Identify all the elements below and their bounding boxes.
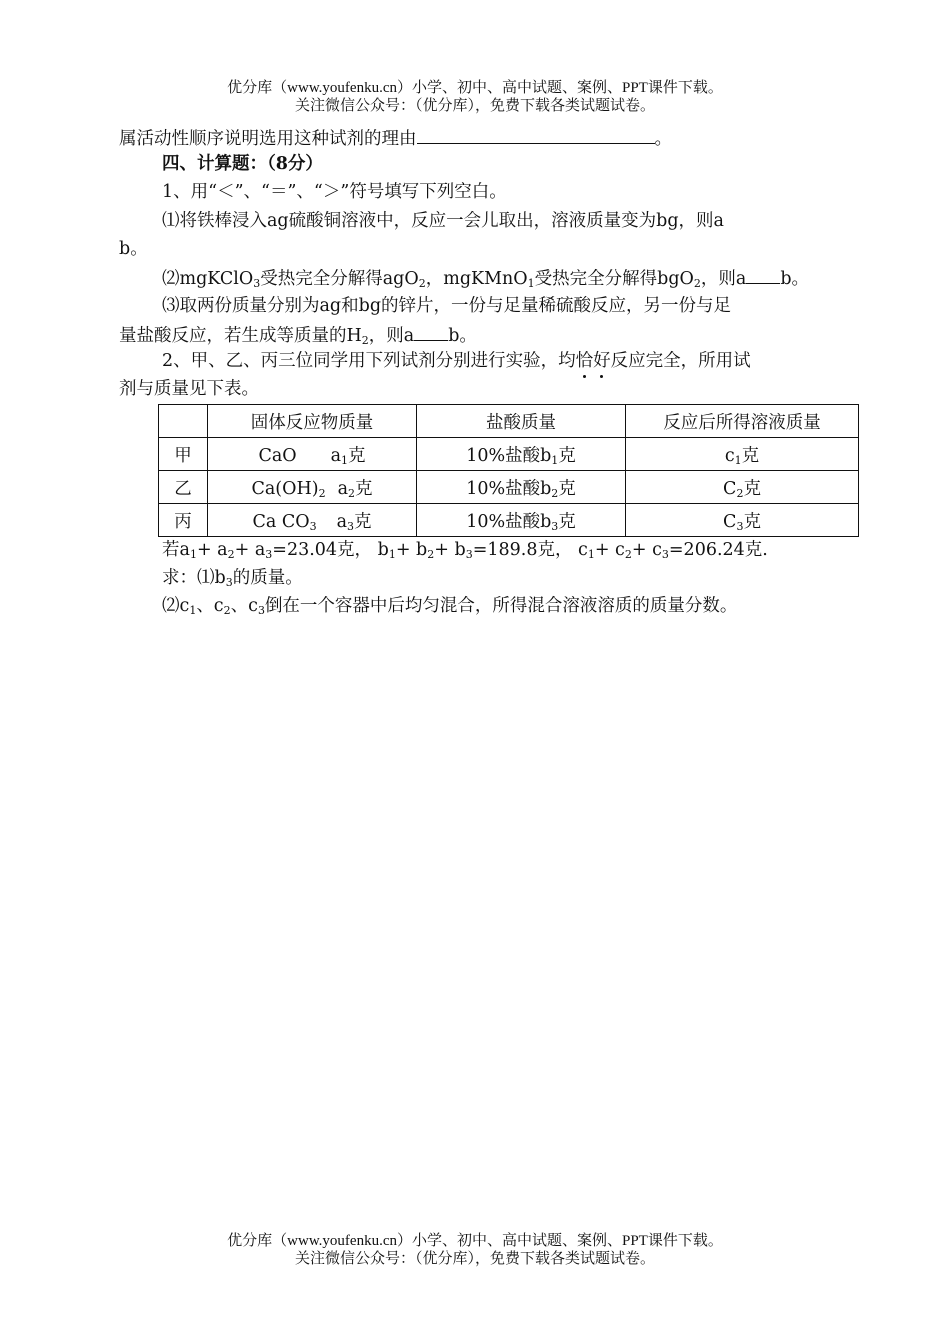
header-cell <box>159 405 208 438</box>
question-text: ⑵c <box>162 596 190 616</box>
subscript: 1 <box>189 604 197 617</box>
subscript: 1 <box>341 453 349 467</box>
subscript: 2 <box>348 486 356 500</box>
q1-part3-text: ，则a <box>368 326 415 346</box>
subscript: 3 <box>465 548 473 561</box>
sum-text: + b <box>395 540 428 560</box>
table-row <box>159 504 859 537</box>
subscript: 2 <box>693 277 701 290</box>
mass-symbol: a <box>337 478 349 499</box>
subscript: 3 <box>736 519 744 533</box>
acid-cell <box>417 438 626 471</box>
subscript: 2 <box>361 334 369 347</box>
solid-formula: Ca(OH) <box>251 478 319 499</box>
unit: 克 <box>355 478 373 499</box>
q1-part2 <box>162 265 809 296</box>
subscript: 2 <box>624 548 632 561</box>
subscript: 2 <box>418 277 426 290</box>
solid-cell <box>208 504 417 537</box>
unit: 克 <box>743 478 761 499</box>
subscript: 1 <box>587 548 595 561</box>
subscript: 3 <box>551 519 559 533</box>
solid-cell <box>208 471 417 504</box>
subscript: 2 <box>551 486 559 500</box>
subscript: 3 <box>257 604 265 617</box>
mass-symbol: a <box>330 445 342 466</box>
unit: 克 <box>348 445 366 466</box>
emphasis-char: 恰 <box>575 351 594 371</box>
table-header-row <box>159 405 859 438</box>
unit: 克 <box>743 511 761 532</box>
unit: 克 <box>558 478 576 499</box>
table-row <box>159 471 859 504</box>
q1-part1-line2: b。 <box>119 239 148 259</box>
q1-part2-text: 受热完全分解得agO <box>260 269 419 289</box>
subscript: 1 <box>734 453 742 467</box>
q2-intro-text: 反应完全，所用试 <box>610 351 751 371</box>
subscript: 2 <box>736 486 744 500</box>
acid-text: 10%盐酸b <box>466 511 552 532</box>
unit: 克 <box>354 511 372 532</box>
q1-intro: 1、用“＜”、“＝”、“＞”符号填写下列空白。 <box>162 182 507 202</box>
acid-cell <box>417 504 626 537</box>
subscript: 3 <box>225 576 233 589</box>
sum-text: 若a <box>162 540 190 560</box>
subscript: 2 <box>227 548 235 561</box>
q1-part2-text: ，mgKMnO <box>425 269 528 289</box>
acid-cell <box>417 471 626 504</box>
q2-intro-text: 2、甲、乙、丙三位同学用下列试剂分别进行实验，均 <box>162 351 576 371</box>
unit: 克 <box>558 511 576 532</box>
q1-part2-text: b。 <box>780 269 810 289</box>
answer-blank[interactable] <box>414 322 448 341</box>
q1-part3-text: 量盐酸反应，若生成等质量的H <box>119 326 362 346</box>
mass-symbol: a <box>336 511 348 532</box>
header-line-1: 优分库（www.youfenku.cn）小学、初中、高中试题、案例、PPT课件下载。 <box>227 80 723 96</box>
section-title: 四、计算题：（8分） <box>162 154 323 174</box>
q1-part2-text: ，则a <box>700 269 747 289</box>
sum-text: + a <box>196 540 228 560</box>
solution-symbol: c <box>724 445 735 466</box>
q1-part3-text: b。 <box>448 326 477 346</box>
q1-part1-line1: ⑴将铁棒浸入ag硫酸铜溶液中，反应一会儿取出，溶液质量变为bg，则a <box>162 211 724 231</box>
subscript: 1 <box>388 548 396 561</box>
solution-cell <box>626 504 859 537</box>
question-text: 倒在一个容器中后均匀混合，所得混合溶液溶质的质量分数。 <box>264 596 738 616</box>
unit: 克 <box>558 445 576 466</box>
solid-cell <box>208 438 417 471</box>
emphasis-char: 好 <box>593 351 611 371</box>
period: 。 <box>654 129 672 149</box>
page-header <box>0 79 950 115</box>
q2-intro-line2: 剂与质量见下表。 <box>119 379 259 399</box>
footer-line-1: 优分库（www.youfenku.cn）小学、初中、高中试题、案例、PPT课件下载。 <box>227 1233 723 1249</box>
subscript: 2 <box>318 486 326 500</box>
subscript: 2 <box>427 548 435 561</box>
sum-text: =189.8克， c <box>472 540 588 560</box>
question-text: 、c <box>196 596 224 616</box>
solid-formula: Ca CO <box>252 511 310 532</box>
question-part1 <box>162 566 303 595</box>
question-text: 求：⑴b <box>162 568 226 588</box>
solution-symbol: C <box>723 511 737 532</box>
student-cell: 丙 <box>159 504 208 537</box>
subscript: 2 <box>223 604 231 617</box>
question-part2 <box>162 594 737 623</box>
subscript: 3 <box>253 277 261 290</box>
header-cell: 盐酸质量 <box>417 405 626 438</box>
subscript: 1 <box>189 548 197 561</box>
header-cell: 反应后所得溶液质量 <box>626 405 859 438</box>
sum-text: + b <box>434 540 466 560</box>
subscript: 3 <box>347 519 355 533</box>
acid-text: 10%盐酸b <box>466 445 552 466</box>
q1-part2-text: 受热完全分解得bgO <box>534 269 694 289</box>
sum-text: + c <box>631 540 662 560</box>
continued-text: 属活动性顺序说明选用这种试剂的理由 <box>119 129 417 149</box>
header-line-2: 关注微信公众号：（优分库），免费下载各类试题试卷。 <box>294 98 655 114</box>
sum-text: + a <box>234 540 266 560</box>
sum-text: =23.04克， b <box>272 540 389 560</box>
table-row <box>159 438 859 471</box>
given-sums <box>162 538 768 567</box>
question-text: 、c <box>230 596 258 616</box>
subscript: 3 <box>661 548 669 561</box>
question-text: 的质量。 <box>232 568 303 588</box>
q1-part2-text: ⑵mgKClO <box>162 269 254 289</box>
continued-line <box>119 125 672 151</box>
sum-text: =206.24克. <box>668 540 768 560</box>
student-cell: 甲 <box>159 438 208 471</box>
q2-intro <box>162 349 751 373</box>
subscript: 1 <box>527 277 535 290</box>
solution-cell <box>626 471 859 504</box>
subscript: 3 <box>265 548 273 561</box>
acid-text: 10%盐酸b <box>466 478 552 499</box>
solution-cell <box>626 438 859 471</box>
subscript: 1 <box>551 453 559 467</box>
solid-formula: CaO <box>258 445 297 466</box>
answer-blank[interactable] <box>417 125 655 144</box>
solution-symbol: C <box>723 478 737 499</box>
sum-text: + c <box>594 540 625 560</box>
answer-blank[interactable] <box>746 265 780 284</box>
reagent-table <box>158 404 859 537</box>
subscript: 3 <box>309 519 317 533</box>
q1-part3-line1: ⑶取两份质量分别为ag和bg的锌片，一份与足量稀硫酸反应，另一份与足 <box>162 296 732 316</box>
student-cell: 乙 <box>159 471 208 504</box>
footer-line-2: 关注微信公众号：（优分库），免费下载各类试题试卷。 <box>294 1251 655 1267</box>
header-cell: 固体反应物质量 <box>208 405 417 438</box>
unit: 克 <box>741 445 760 466</box>
page-footer <box>0 1232 950 1268</box>
